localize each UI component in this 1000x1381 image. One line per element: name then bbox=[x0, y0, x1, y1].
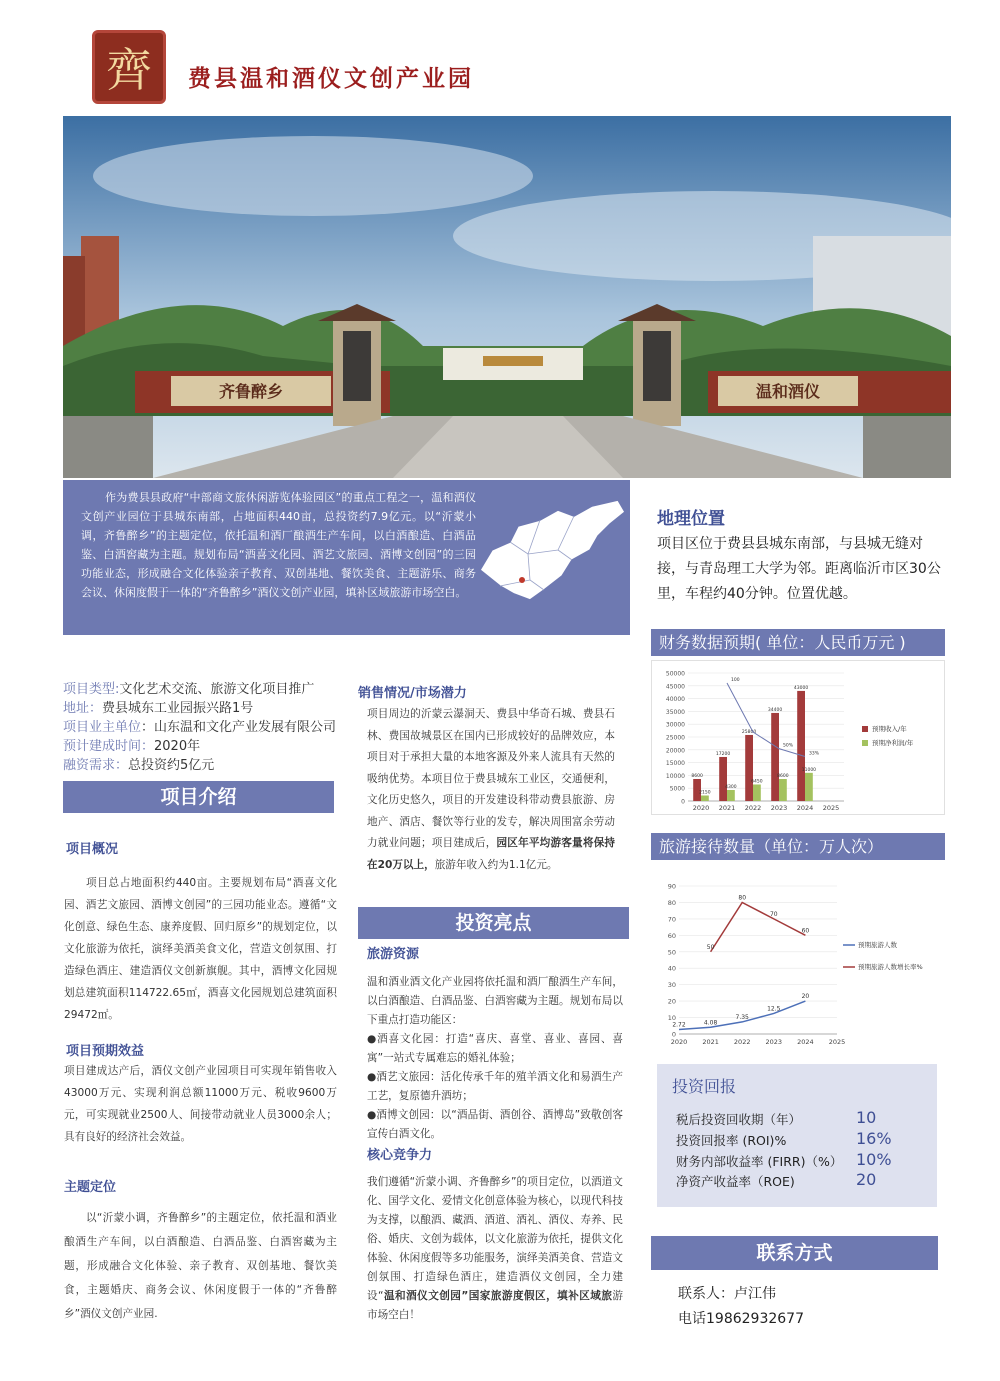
tourism-y-tick: 20 bbox=[667, 997, 676, 1006]
tourism-y-tick: 90 bbox=[667, 882, 676, 891]
contact-person: 联系人：卢江伟 bbox=[678, 1286, 776, 1302]
tourism-point-label: 20 bbox=[801, 993, 810, 1001]
return-value-firr: 10% bbox=[856, 1150, 892, 1169]
tourism-series-line-1 bbox=[711, 902, 806, 951]
tourism-point-label: 50 bbox=[706, 943, 715, 951]
tourism-y-tick: 30 bbox=[667, 981, 676, 990]
finance-legend-label: 预期收入/年 bbox=[872, 725, 907, 733]
return-label-roi: 投资回报率 (ROI)% bbox=[676, 1133, 787, 1148]
finance-x-tick: 2024 bbox=[796, 804, 814, 812]
finance-bar-label: 8600 bbox=[777, 773, 789, 779]
returns-title: 投资回报 bbox=[672, 1077, 737, 1096]
tourism-y-tick: 0 bbox=[671, 1030, 676, 1039]
tourism-y-tick: 60 bbox=[667, 931, 676, 940]
finance-growth-label: 100 bbox=[731, 678, 740, 683]
info-completion: 预计建成时间：2020年 bbox=[63, 739, 201, 754]
company-logo bbox=[92, 30, 166, 104]
tourism-chart-title: 旅游接待数量（单位：万人次） bbox=[651, 833, 945, 860]
theme-text: 以“沂蒙小调，齐鲁醉乡”的主题定位，依托温和酒业酿酒生产车间，以白酒酿造、白酒品鉴、白酒窖藏为主题，形成融合文化体验、亲子教育、双创基地、餐饮美食，主题婚庆、商务会议、休闲度假于一体的“齐鲁醉乡”酒仪文创产业园. bbox=[64, 1212, 337, 1320]
tourism-chart bbox=[651, 872, 945, 1057]
finance-y-tick: 5000 bbox=[669, 785, 685, 793]
info-funding: 融资需求：总投资约5亿元 bbox=[63, 758, 215, 773]
tourism-y-tick: 80 bbox=[667, 898, 676, 907]
finance-y-tick: 40000 bbox=[665, 696, 685, 704]
finance-bar-label: 4300 bbox=[725, 784, 737, 790]
return-label-roe: 净资产收益率（ROE) bbox=[676, 1174, 795, 1189]
tourism-resource-item-3: ●酒博文创园：以“酒品街、酒创谷、酒博岛”致敬创客宣传白酒文化。 bbox=[367, 1109, 623, 1140]
finance-bar-profit bbox=[805, 773, 813, 801]
intro-section-bar: 项目介绍 bbox=[63, 781, 334, 813]
finance-y-tick: 50000 bbox=[665, 670, 685, 678]
finance-y-tick: 35000 bbox=[665, 708, 685, 716]
finance-x-tick: 2023 bbox=[770, 804, 788, 812]
tourism-y-tick: 10 bbox=[667, 1014, 676, 1023]
finance-legend-label: 预期净利润/年 bbox=[872, 739, 914, 747]
tourism-x-tick: 2023 bbox=[765, 1038, 783, 1046]
tourism-point-label: 4.08 bbox=[703, 1019, 718, 1027]
finance-growth-label: 50% bbox=[783, 743, 794, 749]
finance-growth-line bbox=[727, 683, 805, 757]
tourism-point-label: 12.5 bbox=[767, 1005, 781, 1013]
finance-x-tick: 2020 bbox=[692, 804, 710, 812]
finance-y-tick: 30000 bbox=[665, 721, 685, 729]
tourism-point-label: 60 bbox=[801, 927, 810, 935]
finance-x-tick: 2022 bbox=[744, 804, 762, 812]
benefit-text: 项目建成达产后，酒仪文创产业园项目可实现年销售收入43000万元、实现利润总额11000万元、税收9600万元，可实现就业2500人、间接带动就业人员3000余人；具有良好的经济社会效益。 bbox=[64, 1065, 337, 1143]
return-value-payback: 10 bbox=[856, 1108, 877, 1127]
return-label-firr: 财务内部收益率 (FIRR)（%） bbox=[676, 1154, 843, 1169]
contact-bar: 联系方式 bbox=[651, 1236, 938, 1270]
finance-bar-revenue bbox=[719, 757, 727, 801]
finance-x-tick: 2025 bbox=[822, 804, 840, 812]
finance-y-tick: 25000 bbox=[665, 734, 685, 742]
tourism-resource-list bbox=[367, 973, 623, 1144]
gate-sign-left: 齐鲁醉乡 bbox=[218, 382, 284, 401]
sales-text: 项目周边的沂蒙云瀑洞天、费县中华奇石城、费县石林、费国故城景区在国内已形成较好的品牌效应，本项目对于承担大量的本地客源及外来人流具有天然的吸纳优势。本项目位于费县城东工业区，交通便利，文化历史悠久，项目的开发建设科带动费县旅游、房地产、酒店、餐饮等行业的发专，解决周围富余劳动力就业问题；项目建成后，园区年平均游客量将保持在20万以上，旅游年收入约为1.1亿元。 bbox=[367, 708, 616, 871]
tourism-chart-svg bbox=[651, 872, 945, 1057]
finance-chart-title: 财务数据预期( 单位：人民币万元 ) bbox=[651, 629, 945, 656]
finance-chart-svg bbox=[652, 661, 946, 816]
finance-bar-label: 6450 bbox=[751, 779, 763, 785]
location-marker-icon bbox=[519, 577, 525, 583]
return-label-payback: 税后投资回收期（年） bbox=[676, 1112, 802, 1127]
finance-legend-swatch bbox=[862, 740, 868, 746]
page-title: 费县温和酒仪文创产业园 bbox=[188, 65, 474, 92]
finance-bar-profit bbox=[753, 784, 761, 801]
tourism-x-tick: 2021 bbox=[702, 1038, 719, 1046]
sales-title: 销售情况/市场潜力 bbox=[358, 686, 467, 701]
finance-y-tick: 10000 bbox=[665, 772, 685, 780]
tourism-x-tick: 2024 bbox=[797, 1038, 814, 1046]
finance-bar-label: 34400 bbox=[767, 707, 783, 713]
info-type: 项目类型:文化艺术交流、旅游文化项目推广 bbox=[63, 682, 315, 697]
benefit-title: 项目预期效益 bbox=[66, 1044, 145, 1059]
finance-bar-label: 8600 bbox=[691, 773, 703, 779]
tourism-point-label: 80 bbox=[738, 894, 747, 902]
finance-y-tick: 15000 bbox=[665, 760, 685, 768]
finance-legend-swatch bbox=[862, 726, 868, 732]
tourism-resource-intro: 温和酒业酒文化产业园将依托温和酒厂酿酒生产车间，以白酒酿造、白酒品鉴、白酒窖藏为主题。规划布局以下重点打造功能区： bbox=[367, 976, 623, 1026]
theme-title: 主题定位 bbox=[64, 1180, 117, 1195]
finance-y-tick: 45000 bbox=[665, 683, 685, 691]
logo-seal-glyph: 齊 bbox=[106, 43, 152, 97]
info-address: 地址：费县城东工业园振兴路1号 bbox=[63, 701, 254, 716]
finance-bar-label: 2150 bbox=[699, 790, 711, 796]
gate-sign-right: 温和酒仪 bbox=[755, 382, 821, 401]
overview-text: 项目总占地面积约440亩。主要规划布局“酒喜文化园、酒艺文旅园、酒博文创园”的三园功能业态。遵循“文化创意、绿色生态、康养度假、回归原乡”的规划定位，以文化旅游为依托，演绎美酒美食文化，营造文创氛围、打造绿色酒庄、建造酒仪文创新旗舰。其中，酒博文化园规划总建筑面积114722.65㎡，酒喜文化园规划总建筑面积29472㎡。 bbox=[64, 877, 337, 1021]
hero-rendering bbox=[63, 116, 951, 478]
tourism-x-tick: 2022 bbox=[733, 1038, 751, 1046]
finance-bar-revenue bbox=[771, 713, 779, 801]
tourism-point-label: 70 bbox=[769, 910, 778, 918]
overview-title: 项目概况 bbox=[66, 842, 119, 857]
core-competence-text: 我们遵循“沂蒙小调、齐鲁醉乡”的项目定位，以酒道文化、国学文化、爱情文化创意体验为核心，以现代科技为支撑，以酿酒、藏酒、酒道、酒礼、酒仪、寿养、民俗、婚庆、文创为载体，以文化旅游为依托，提供文化体验、休闲度假等多功能服务，演绎美酒美食、营造文创氛围、打造绿色酒庄，建造酒仪文创园，全力建设“温和酒仪文创园”国家旅游度假区，填补区域旅游市场空白！ bbox=[367, 1176, 623, 1321]
finance-bar-label: 25800 bbox=[741, 729, 757, 735]
tourism-x-tick: 2020 bbox=[670, 1038, 688, 1046]
geo-text: 项目区位于费县县城东南部，与县城无缝对接，与青岛理工大学为邻。距离临沂市区30公里，车程约40分钟。位置优越。 bbox=[657, 536, 941, 602]
project-info bbox=[63, 680, 363, 775]
finance-bar-profit bbox=[701, 795, 709, 801]
tourism-resource-item-1: ●酒喜文化园：打造“喜庆、喜堂、喜业、喜园、喜寓”一站式专属难忘的婚礼体验； bbox=[367, 1033, 623, 1064]
core-competence-title: 核心竞争力 bbox=[367, 1148, 433, 1163]
contact-phone[interactable]: 电话19862932677 bbox=[678, 1311, 804, 1327]
return-value-roe: 20 bbox=[856, 1170, 877, 1189]
finance-growth-label: 33% bbox=[809, 751, 820, 757]
geo-title: 地理位置 bbox=[657, 509, 725, 529]
tourism-point-label: 2.72 bbox=[672, 1021, 686, 1029]
return-value-roi: 16% bbox=[856, 1129, 892, 1148]
highlights-bar: 投资亮点 bbox=[358, 907, 629, 939]
finance-x-tick: 2021 bbox=[718, 804, 736, 812]
tourism-y-tick: 50 bbox=[667, 948, 676, 957]
tourism-resource-item-2: ●酒艺文旅园：活化传承千年的殖羊酒文化和易酒生产工艺，复原德升酒坊； bbox=[367, 1071, 623, 1102]
hero-illustration bbox=[63, 116, 951, 478]
finance-bar-revenue bbox=[745, 735, 753, 801]
finance-chart bbox=[651, 660, 945, 815]
finance-bar-profit bbox=[727, 790, 735, 801]
finance-bar-label: 43000 bbox=[793, 685, 809, 691]
intro-text: 作为费县县政府“中部商文旅休闲游览体验园区”的重点工程之一，温和酒仪文创产业园位于县城东南部，占地面积440亩，总投资约7.9亿元。以“沂蒙小调，齐鲁醉乡”的主题定位，依托温和酒厂酿酒生产车间，以白酒酿造、白酒品鉴、白酒窖藏为主题。规划布局“酒喜文化园、酒艺文旅园、酒博文创园”的三园功能业态，形成融合文化体验亲子教育、双创基地、餐饮美食、主题游乐、商务会议、休闲度假于一体的“齐鲁醉乡”酒仪文创产业园，填补区域旅游市场空白。 bbox=[81, 491, 476, 599]
finance-y-tick: 20000 bbox=[665, 747, 685, 755]
shandong-map-icon bbox=[470, 490, 630, 610]
tourism-resource-title: 旅游资源 bbox=[367, 947, 420, 962]
tourism-point-label: 7.35 bbox=[735, 1013, 749, 1021]
province-map bbox=[470, 490, 630, 610]
tourism-legend-label: 预期旅游人数增长率% bbox=[858, 963, 923, 971]
finance-bar-label: 11000 bbox=[801, 767, 817, 773]
tourism-y-tick: 70 bbox=[667, 915, 676, 924]
tourism-y-tick: 40 bbox=[667, 964, 676, 973]
info-owner: 项目业主单位：山东温和文化产业发展有限公司 bbox=[63, 720, 337, 735]
finance-bar-profit bbox=[779, 779, 787, 801]
finance-y-tick: 0 bbox=[681, 798, 685, 806]
tourism-legend-label: 预期旅游人数 bbox=[858, 941, 897, 949]
tourism-x-tick: 2025 bbox=[828, 1038, 846, 1046]
finance-bar-label: 17200 bbox=[715, 751, 731, 757]
finance-bar-revenue bbox=[797, 691, 805, 801]
